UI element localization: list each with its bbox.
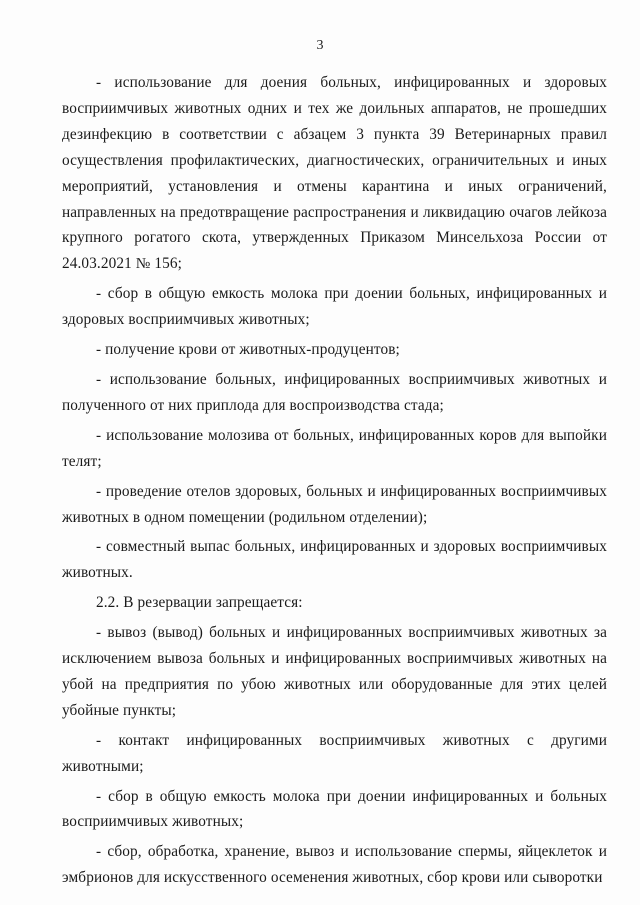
paragraph-removal: - вывоз (вывод) больных и инфицированных восприимчивых животных за исключением вывоза больных и инфицированных восприимчивых животных на убой на предприятия по убою животных или оборудованные для этих целей убойные пункты; bbox=[62, 624, 607, 719]
paragraph-milking-equipment: - использование для доения больных, инфицированных и здоровых восприимчивых животных одних и тех же доильных аппаратов, не прошедших дезинфекцию в соответствии с абзацем 3 пункта 39 Ветеринарных правил осуществления профилактических, диагностических, ограничительных и иных мероприятий, установления и отмены карантина и иных ограничений, направленных на предотвращение распространения и ликвидацию очагов лейкоза крупного рогатого скота, утвержденных Приказом Минсельхоза России от 24.03.2021 № 156; bbox=[62, 74, 607, 273]
section-heading-reservation: 2.2. В резервации запрещается: bbox=[96, 594, 303, 612]
paragraph-calving: - проведение отелов здоровых, больных и инфицированных восприимчивых животных в одном помещении (родильном отделении); bbox=[62, 482, 607, 526]
paragraph-contact: - контакт инфицированных восприимчивых животных с другими животными; bbox=[62, 731, 607, 775]
paragraph-reproduction: - использование больных, инфицированных восприимчивых животных и полученного от них приплода для воспроизводства стада; bbox=[62, 370, 607, 414]
paragraph-colostrum: - использование молозива от больных, инфицированных коров для выпойки телят; bbox=[62, 426, 607, 470]
page-number: 3 bbox=[316, 38, 324, 53]
paragraph-blood-donors: - получение крови от животных-продуцентов; bbox=[96, 341, 400, 359]
paragraph-grazing: - совместный выпас больных, инфицированных и здоровых восприимчивых животных. bbox=[62, 538, 607, 582]
paragraph-milk-collection-infected: - сбор в общую емкость молока при доении инфицированных и больных восприимчивых животных; bbox=[62, 787, 607, 831]
document-body bbox=[62, 70, 607, 891]
paragraph-semen-embryos: - сбор, обработка, хранение, вывоз и использование спермы, яйцеклеток и эмбрионов для искусственного осеменения животных, сбор крови или сыворотки bbox=[62, 843, 607, 887]
paragraph-milk-collection: - сбор в общую емкость молока при доении больных, инфицированных и здоровых восприимчивых животных; bbox=[62, 285, 607, 329]
